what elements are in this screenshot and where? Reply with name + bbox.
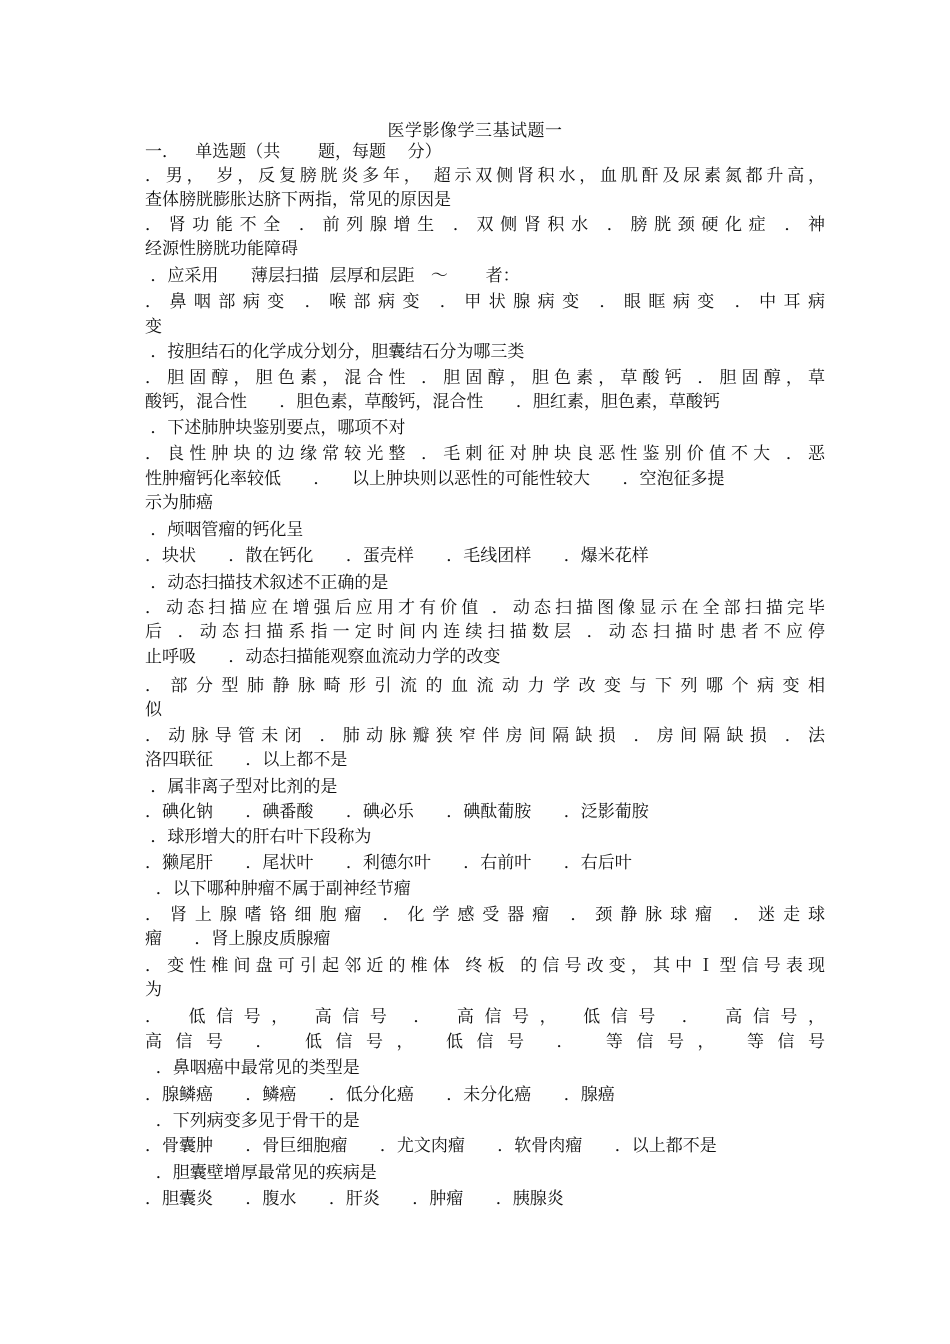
text-line: ．部分型肺静脉畸形引流的血流动力学改变与下列哪个病变相: [145, 676, 825, 696]
text-line: 洛四联征 ．以上都不是: [145, 750, 348, 770]
text-line: ．胆囊壁增厚最常见的疾病是: [145, 1163, 377, 1183]
text-line: 止呼吸 ．动态扫描能观察血流动力学的改变: [145, 647, 501, 667]
text-line: 性肿瘤钙化率较低 ． 以上肿块则以恶性的可能性较大 ．空泡征多提: [145, 469, 725, 489]
document-title: 医学影像学三基试题一: [387, 121, 563, 141]
text-line: 似: [145, 700, 162, 720]
text-line: ．良性肿块的边缘常较光整 ．毛刺征对肿块良恶性鉴别价值不大 ．恶: [145, 444, 825, 464]
text-line: ．变性椎间盘可引起邻近的椎体 终板 的信号改变，其中Ｉ型信号表现: [145, 956, 825, 976]
text-line: ．肾上腺嗜铬细胞瘤 ．化学感受器瘤 ．颈静脉球瘤 ．迷走球: [145, 905, 825, 925]
text-line: 经源性膀胱功能障碍: [145, 239, 298, 259]
text-line: ．球形增大的肝右叶下段称为: [145, 827, 372, 847]
text-line: ．以下哪种肿瘤不属于副神经节瘤: [145, 879, 411, 899]
text-line: ．男， 岁，反复膀胱炎多年， 超示双侧肾积水，血肌酐及尿素氮都升高，: [145, 166, 825, 186]
text-line: ．颅咽管瘤的钙化呈: [145, 520, 304, 540]
text-line: ．下述肺肿块鉴别要点，哪项不对: [145, 418, 406, 438]
text-line: ．应采用 薄层扫描 层厚和层距 ～ 者：: [145, 266, 520, 286]
text-line: ． 低信号， 高信号 ． 高信号， 低信号 ． 高信号，: [145, 1007, 825, 1027]
text-line: 高信号 ． 低信号， 低信号 ． 等信号， 等信号: [145, 1032, 825, 1052]
text-line: ．鼻咽部病变 ．喉部病变 ．甲状腺病变 ．眼眶病变 ．中耳病: [145, 292, 825, 312]
text-line: 瘤 ．肾上腺皮质腺瘤: [145, 929, 331, 949]
text-line: ．胆固醇，胆色素，混合性 ．胆固醇，胆色素，草酸钙 ．胆固醇，草: [145, 368, 825, 388]
text-line: 一． 单选题（共 题，每题 分）: [145, 142, 442, 162]
text-line: ．肾功能不全 ．前列腺增生 ．双侧肾积水 ．膀胱颈硬化症 ．神: [145, 215, 825, 235]
text-line: ．块状 ．散在钙化 ．蛋壳样 ．毛线团样 ．爆米花样: [145, 546, 649, 566]
text-line: ．属非离子型对比剂的是: [145, 777, 338, 797]
text-line: 示为肺癌: [145, 493, 213, 513]
text-line: ．胆囊炎 ．腹水 ．肝炎 ．肿瘤 ．胰腺炎: [145, 1189, 564, 1209]
text-line: 查体膀胱膨胀达脐下两指，常见的原因是: [145, 190, 451, 210]
text-line: ．鼻咽癌中最常见的类型是: [145, 1058, 360, 1078]
text-line: 后 ．动态扫描系指一定时间内连续扫描数层 ．动态扫描时患者不应停: [145, 622, 825, 642]
text-line: 为: [145, 980, 162, 1000]
text-line: ．獭尾肝 ．尾状叶 ．利德尔叶 ．右前叶 ．右后叶: [145, 853, 632, 873]
text-line: ．腺鳞癌 ．鳞癌 ．低分化癌 ．未分化癌 ．腺癌: [145, 1085, 615, 1105]
text-line: ．动态扫描技术叙述不正确的是: [145, 573, 389, 593]
text-line: 变: [145, 317, 162, 337]
text-line: ．动脉导管未闭 ．肺动脉瓣狭窄伴房间隔缺损 ．房间隔缺损 ．法: [145, 726, 825, 746]
text-line: ．下列病变多见于骨干的是: [145, 1111, 360, 1131]
text-line: ．按胆结石的化学成分划分，胆囊结石分为哪三类: [145, 342, 525, 362]
text-line: 酸钙，混合性 ．胆色素，草酸钙，混合性 ．胆红素，胆色素，草酸钙: [145, 392, 720, 412]
text-line: ．骨囊肿 ．骨巨细胞瘤 ．尤文肉瘤 ．软骨肉瘤 ．以上都不是: [145, 1136, 717, 1156]
text-line: ．动态扫描应在增强后应用才有价值 ．动态扫描图像显示在全部扫描完毕: [145, 598, 825, 618]
text-line: ．碘化钠 ．碘番酸 ．碘必乐 ．碘酞葡胺 ．泛影葡胺: [145, 802, 649, 822]
